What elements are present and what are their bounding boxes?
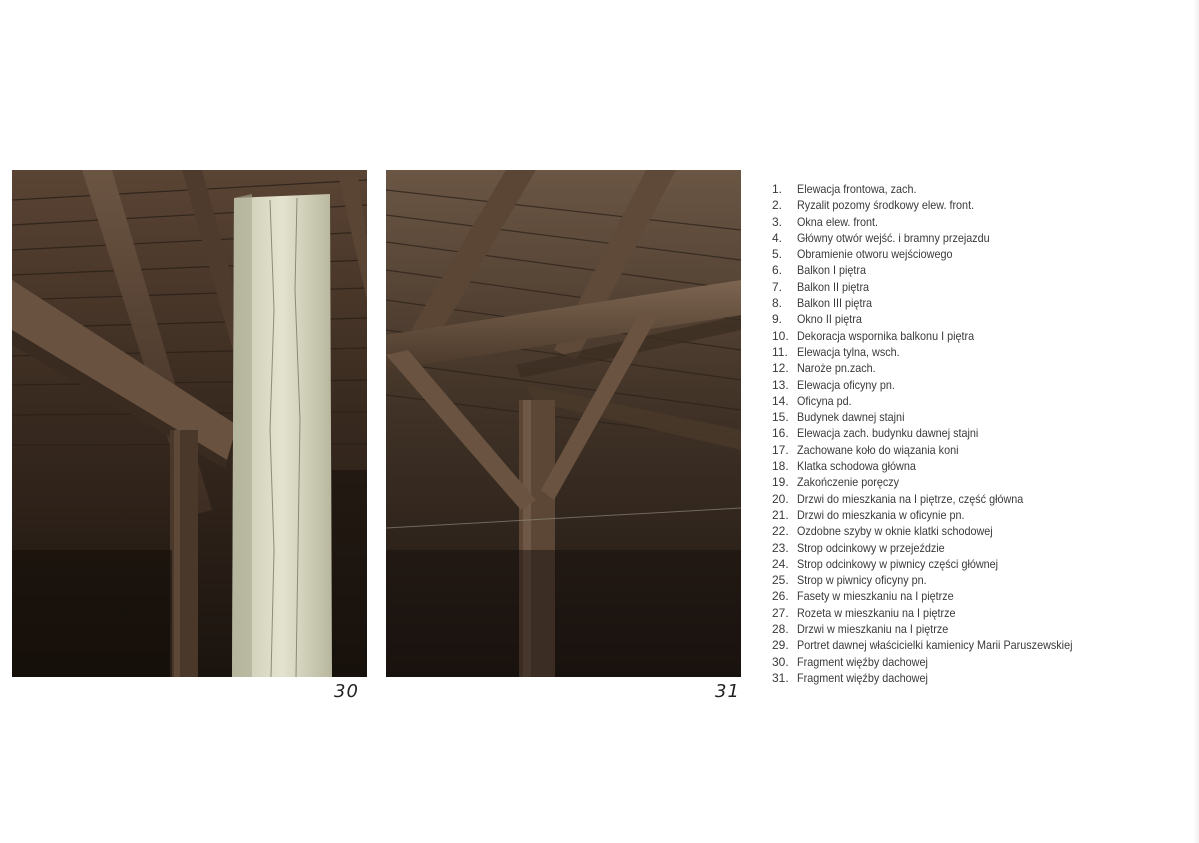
list-item-number: 5. bbox=[772, 247, 783, 262]
list-item-caption: Strop odcinkowy w piwnicy części głównej bbox=[797, 556, 999, 571]
list-item-number: 16. bbox=[772, 426, 789, 441]
list-item bbox=[772, 637, 1192, 653]
list-item bbox=[772, 393, 1192, 409]
list-item bbox=[772, 344, 1192, 360]
list-item bbox=[772, 474, 1192, 490]
list-item bbox=[772, 654, 1192, 670]
list-item-caption: Drzwi w mieszkaniu na I piętrze bbox=[797, 622, 949, 637]
list-item bbox=[772, 181, 1192, 197]
list-item-caption: Oficyna pd. bbox=[797, 393, 852, 408]
list-item-number: 27. bbox=[772, 605, 789, 620]
photo-index-list bbox=[772, 181, 1192, 686]
list-item-caption: Dekoracja wspornika balkonu I piętra bbox=[797, 328, 975, 343]
photo-30-number: 30 bbox=[334, 681, 359, 702]
list-item-number: 9. bbox=[772, 312, 783, 327]
photo-31-image bbox=[386, 170, 741, 677]
list-item bbox=[772, 279, 1192, 295]
list-item-number: 17. bbox=[772, 442, 789, 457]
list-item-caption: Strop w piwnicy oficyny pn. bbox=[797, 573, 927, 588]
list-item-number: 21. bbox=[772, 507, 789, 522]
list-item bbox=[772, 523, 1192, 539]
list-item bbox=[772, 230, 1192, 246]
list-item-caption: Ryzalit pozomy środkowy elew. front. bbox=[797, 198, 975, 213]
list-item-number: 4. bbox=[772, 230, 783, 245]
list-item bbox=[772, 377, 1192, 393]
list-item-number: 10. bbox=[772, 328, 789, 343]
photo-30-image bbox=[12, 170, 367, 677]
list-item-number: 7. bbox=[772, 279, 783, 294]
list-item bbox=[772, 540, 1192, 556]
list-item-caption: Obramienie otworu wejściowego bbox=[797, 247, 953, 262]
list-item-number: 30. bbox=[772, 654, 789, 669]
list-item-caption: Elewacja zach. budynku dawnej stajni bbox=[797, 426, 979, 441]
list-item bbox=[772, 458, 1192, 474]
list-item-caption: Ozdobne szyby w oknie klatki schodowej bbox=[797, 524, 993, 539]
list-item bbox=[772, 491, 1192, 507]
list-item-number: 13. bbox=[772, 377, 789, 392]
list-item bbox=[772, 262, 1192, 278]
list-item-caption: Okno II piętra bbox=[797, 312, 862, 327]
list-item bbox=[772, 328, 1192, 344]
list-item-caption: Drzwi do mieszkania w oficynie pn. bbox=[797, 507, 965, 522]
list-item-number: 25. bbox=[772, 573, 789, 588]
list-item-number: 29. bbox=[772, 638, 789, 653]
photo-31-roof-truss bbox=[386, 170, 741, 677]
list-item-caption: Fragment więźby dachowej bbox=[797, 654, 928, 669]
list-item bbox=[772, 670, 1192, 686]
list-item-caption: Budynek dawnej stajni bbox=[797, 410, 905, 425]
list-item-caption: Balkon I piętra bbox=[797, 263, 867, 278]
list-item-number: 6. bbox=[772, 263, 783, 278]
list-item bbox=[772, 295, 1192, 311]
list-item-caption: Portret dawnej właścicielki kamienicy Marii Paruszewskiej bbox=[797, 638, 1073, 653]
list-item-number: 20. bbox=[772, 491, 789, 506]
list-item-caption: Zachowane koło do wiązania koni bbox=[797, 442, 959, 457]
list-item-caption: Elewacja oficyny pn. bbox=[797, 377, 895, 392]
list-item-number: 14. bbox=[772, 393, 789, 408]
list-item-number: 15. bbox=[772, 410, 789, 425]
list-item bbox=[772, 425, 1192, 441]
list-item-caption: Klatka schodowa główna bbox=[797, 459, 916, 474]
list-item bbox=[772, 588, 1192, 604]
list-item-caption: Okna elew. front. bbox=[797, 214, 879, 229]
list-item-number: 11. bbox=[772, 344, 788, 359]
list-item bbox=[772, 360, 1192, 376]
list-item bbox=[772, 214, 1192, 230]
list-item-number: 2. bbox=[772, 198, 783, 213]
list-item-number: 23. bbox=[772, 540, 789, 555]
list-item-caption: Naroże pn.zach. bbox=[797, 361, 876, 376]
list-item bbox=[772, 311, 1192, 327]
list-item-caption: Rozeta w mieszkaniu na I piętrze bbox=[797, 605, 956, 620]
list-item bbox=[772, 556, 1192, 572]
list-item-number: 3. bbox=[772, 214, 783, 229]
list-item-caption: Drzwi do mieszkania na I piętrze, część główna bbox=[797, 491, 1024, 506]
list-item-caption: Fragment więźby dachowej bbox=[797, 670, 928, 685]
list-item bbox=[772, 442, 1192, 458]
list-item bbox=[772, 197, 1192, 213]
list-item-caption: Elewacja frontowa, zach. bbox=[797, 182, 917, 196]
list-item bbox=[772, 409, 1192, 425]
list-item bbox=[772, 507, 1192, 523]
list-item-number: 31. bbox=[772, 670, 789, 685]
list-item-number: 1. bbox=[772, 182, 783, 196]
list-item-number: 24. bbox=[772, 556, 789, 571]
list-item-caption: Balkon III piętra bbox=[797, 296, 873, 311]
list-item-caption: Główny otwór wejść. i bramny przejazdu bbox=[797, 230, 990, 245]
list-item-caption: Zakończenie poręczy bbox=[797, 475, 900, 490]
list-item bbox=[772, 246, 1192, 262]
list-item bbox=[772, 621, 1192, 637]
list-item-caption: Fasety w mieszkaniu na I piętrze bbox=[797, 589, 954, 604]
list-item-number: 18. bbox=[772, 459, 789, 474]
page-edge bbox=[1193, 0, 1199, 843]
list-item bbox=[772, 572, 1192, 588]
photo-30-roof-truss-with-chimney bbox=[12, 170, 367, 677]
list-item-number: 8. bbox=[772, 296, 783, 311]
list-item-number: 19. bbox=[772, 475, 789, 490]
list-item bbox=[772, 605, 1192, 621]
list-item-number: 28. bbox=[772, 622, 789, 637]
list-item-number: 26. bbox=[772, 589, 789, 604]
list-item-caption: Elewacja tylna, wsch. bbox=[797, 344, 900, 359]
photo-31-number: 31 bbox=[715, 681, 740, 702]
list-item-caption: Strop odcinkowy w przejeździe bbox=[797, 540, 945, 555]
list-item-number: 12. bbox=[772, 361, 789, 376]
list-item-number: 22. bbox=[772, 524, 789, 539]
list-item-caption: Balkon II piętra bbox=[797, 279, 870, 294]
